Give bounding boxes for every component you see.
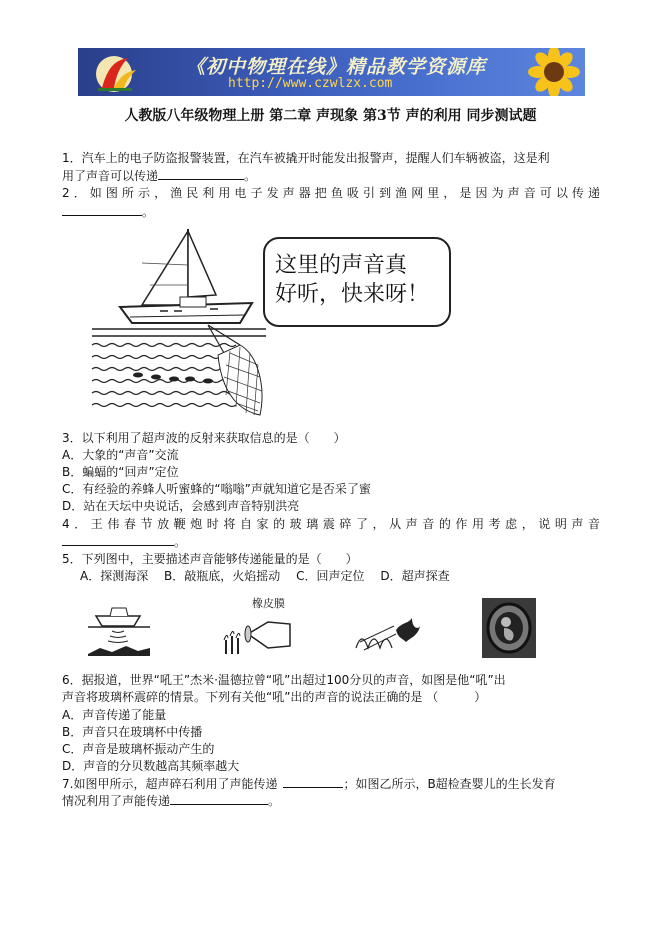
banner-title: 《初中物理在线》精品教学资源库 [186, 56, 487, 78]
bat-echolocation-image [352, 612, 422, 656]
speech-bubble-line2: 好听，快来呀！ [275, 282, 430, 307]
q4-line1: 4．王伟春节放鞭炮时将自家的玻璃震碎了，从声音的作用考虑，说明声音 [62, 517, 600, 531]
q2-answer-blank[interactable] [62, 203, 142, 216]
q6-line1: 6．据报道，世界“吼王”杰米·温德拉曾“吼”出超过100分贝的声音，如图是他“吼”出 [62, 673, 506, 687]
q3-option-d[interactable]: D．站在天坛中央说话，会感到声音特别洪亮 [62, 499, 300, 513]
q3-option-c[interactable]: C．有经验的养蜂人听蜜蜂的“嗡嗡”声就知道它是否采了蜜 [62, 482, 371, 496]
q2-end: 。 [142, 205, 155, 219]
q7-line2 [62, 792, 600, 810]
q2-line2 [62, 203, 600, 221]
q5-stem: 5．下列图中，主要描述声音能够传递能量的是（ ） [62, 552, 358, 566]
q6-option-a[interactable]: A．声音传递了能量 [62, 708, 167, 722]
q6-option-b[interactable]: B．声音只在玻璃杯中传播 [62, 725, 203, 739]
q1-answer-blank[interactable] [158, 167, 244, 180]
q7-answer-blank-1[interactable] [283, 775, 343, 788]
q6-line2: 声音将玻璃杯震碎的情景。下列有关他“吼”出的声音的说法正确的是 （ ） [62, 690, 487, 704]
banner-url: http://www.czwlzx.com [228, 76, 393, 91]
bottle-flame-image [212, 612, 297, 662]
q7-text-2: ；如图乙所示，B超检查婴儿的生长发育 [343, 777, 556, 791]
q1-text: 用了声音可以传递 [62, 169, 159, 183]
q3-option-b[interactable]: B．蝙蝠的“回声”定位 [62, 465, 179, 479]
q7-answer-blank-2[interactable] [170, 792, 268, 805]
q5-option-b[interactable]: B．敲瓶底，火焰摇动 [164, 569, 281, 583]
page-title: 人教版八年级物理上册 第二章 声现象 第3节 声的利用 同步测试题 [124, 108, 537, 124]
q4-end: 。 [174, 535, 187, 549]
q4-answer-blank[interactable] [62, 533, 174, 546]
q4-line2 [62, 533, 600, 551]
q7-text-1: 7.如图甲所示，超声碎石利用了声能传递 [62, 777, 278, 791]
speech-bubble-line1: 这里的声音真 [275, 253, 408, 278]
sunflower-icon [518, 48, 585, 96]
q6-option-d[interactable]: D．声音的分贝数越高其频率越大 [62, 759, 240, 773]
q5-option-c[interactable]: C．回声定位 [296, 569, 365, 583]
q1-line2 [62, 167, 600, 185]
q5-options [80, 568, 618, 585]
logo-icon [84, 52, 144, 94]
q3-stem: 3．以下利用了超声波的反射来获取信息的是（ ） [62, 431, 346, 445]
q5-option-a[interactable]: A．探测海深 [80, 569, 149, 583]
membrane-label: 橡皮膜 [252, 597, 285, 610]
q1-line1: 1．汽车上的电子防盗报警装置，在汽车被撬开时能发出报警声，提醒人们车辆被盗，这是利 [62, 151, 550, 165]
q1-end: 。 [244, 169, 257, 183]
fishing-boat-illustration [90, 225, 270, 420]
sea-depth-sounding-image [86, 598, 152, 656]
q5-option-d[interactable]: D．超声探查 [380, 569, 450, 583]
speech-bubble [263, 237, 451, 327]
speech-bubble-text [275, 251, 429, 309]
q7-end: 。 [268, 794, 281, 808]
ultrasound-scan-image [482, 598, 536, 658]
q6-option-c[interactable]: C．声音是玻璃杯振动产生的 [62, 742, 215, 756]
q7-line1 [62, 775, 600, 793]
q3-option-a[interactable]: A．大象的“声音”交流 [62, 448, 179, 462]
q7-text-3: 情况利用了声能传递 [62, 794, 171, 808]
q2-line1: 2．如图所示，渔民利用电子发声器把鱼吸引到渔网里，是因为声音可以传递 [62, 186, 600, 200]
header-banner [78, 48, 585, 96]
